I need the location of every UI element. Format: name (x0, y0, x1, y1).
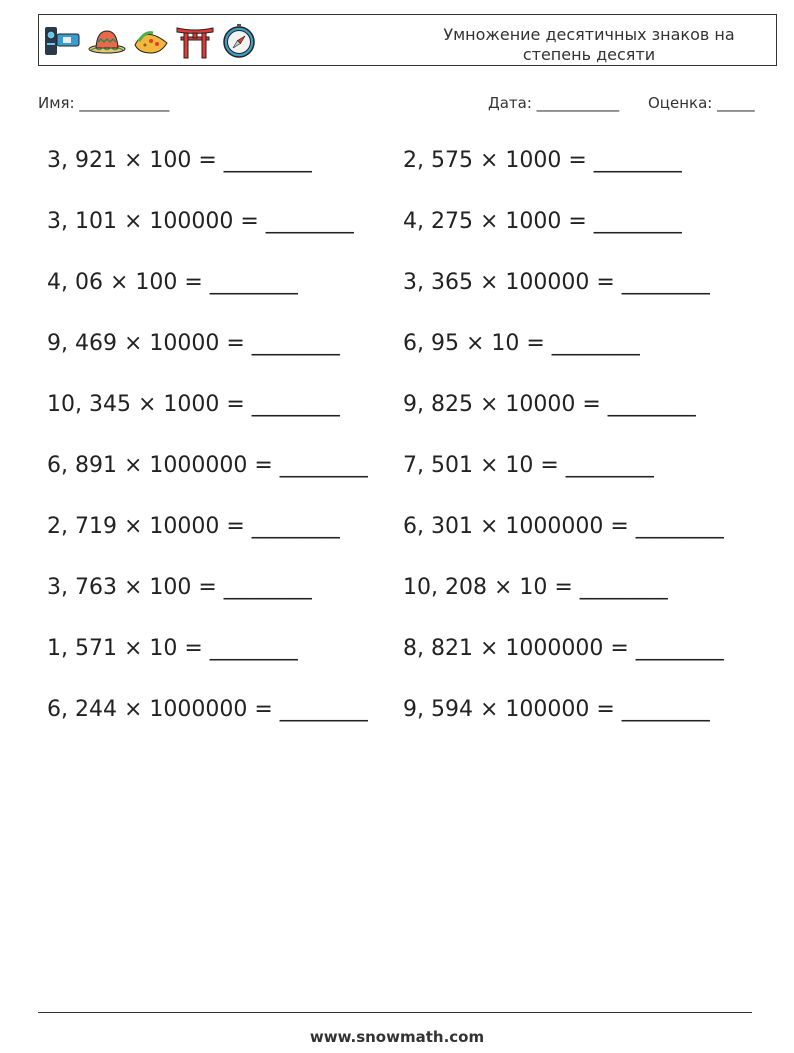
problem-right-4: 6, 95 × 10 = ________ (403, 331, 640, 356)
worksheet-header (38, 14, 777, 66)
problem-left-9: 1, 571 × 10 = ________ (47, 636, 298, 661)
compass-icon (219, 23, 259, 59)
camcorder-icon (43, 23, 83, 59)
problem-right-8: 10, 208 × 10 = ________ (403, 575, 668, 600)
footer-divider (38, 1012, 752, 1013)
torii-gate-icon (175, 23, 215, 59)
worksheet-title (419, 25, 759, 65)
problem-left-5: 10, 345 × 1000 = ________ (47, 392, 340, 417)
problem-right-6: 7, 501 × 10 = ________ (403, 453, 654, 478)
taco-icon (131, 23, 171, 59)
problem-left-4: 9, 469 × 10000 = ________ (47, 331, 340, 356)
problem-left-6: 6, 891 × 1000000 = ________ (47, 453, 368, 478)
problem-right-1: 2, 575 × 1000 = ________ (403, 148, 682, 173)
problem-left-7: 2, 719 × 10000 = ________ (47, 514, 340, 539)
problem-left-2: 3, 101 × 100000 = ________ (47, 209, 354, 234)
problem-right-3: 3, 365 × 100000 = ________ (403, 270, 710, 295)
title-line-2: степень десяти (522, 45, 656, 64)
problem-left-1: 3, 921 × 100 = ________ (47, 148, 312, 173)
problem-right-9: 8, 821 × 1000000 = ________ (403, 636, 724, 661)
title-line-1: Умножение десятичных знаков на (443, 25, 735, 44)
problem-right-5: 9, 825 × 10000 = ________ (403, 392, 696, 417)
problem-left-3: 4, 06 × 100 = ________ (47, 270, 298, 295)
grade-field: Оценка: _____ (648, 94, 755, 112)
footer-url: www.snowmath.com (309, 1028, 485, 1046)
problem-right-10: 9, 594 × 100000 = ________ (403, 697, 710, 722)
sombrero-icon (87, 23, 127, 59)
date-field: Дата: ___________ (488, 94, 620, 112)
header-icons (43, 21, 259, 61)
name-field: Имя: ____________ (38, 94, 170, 112)
problem-right-7: 6, 301 × 1000000 = ________ (403, 514, 724, 539)
problem-left-10: 6, 244 × 1000000 = ________ (47, 697, 368, 722)
problem-right-2: 4, 275 × 1000 = ________ (403, 209, 682, 234)
problem-left-8: 3, 763 × 100 = ________ (47, 575, 312, 600)
